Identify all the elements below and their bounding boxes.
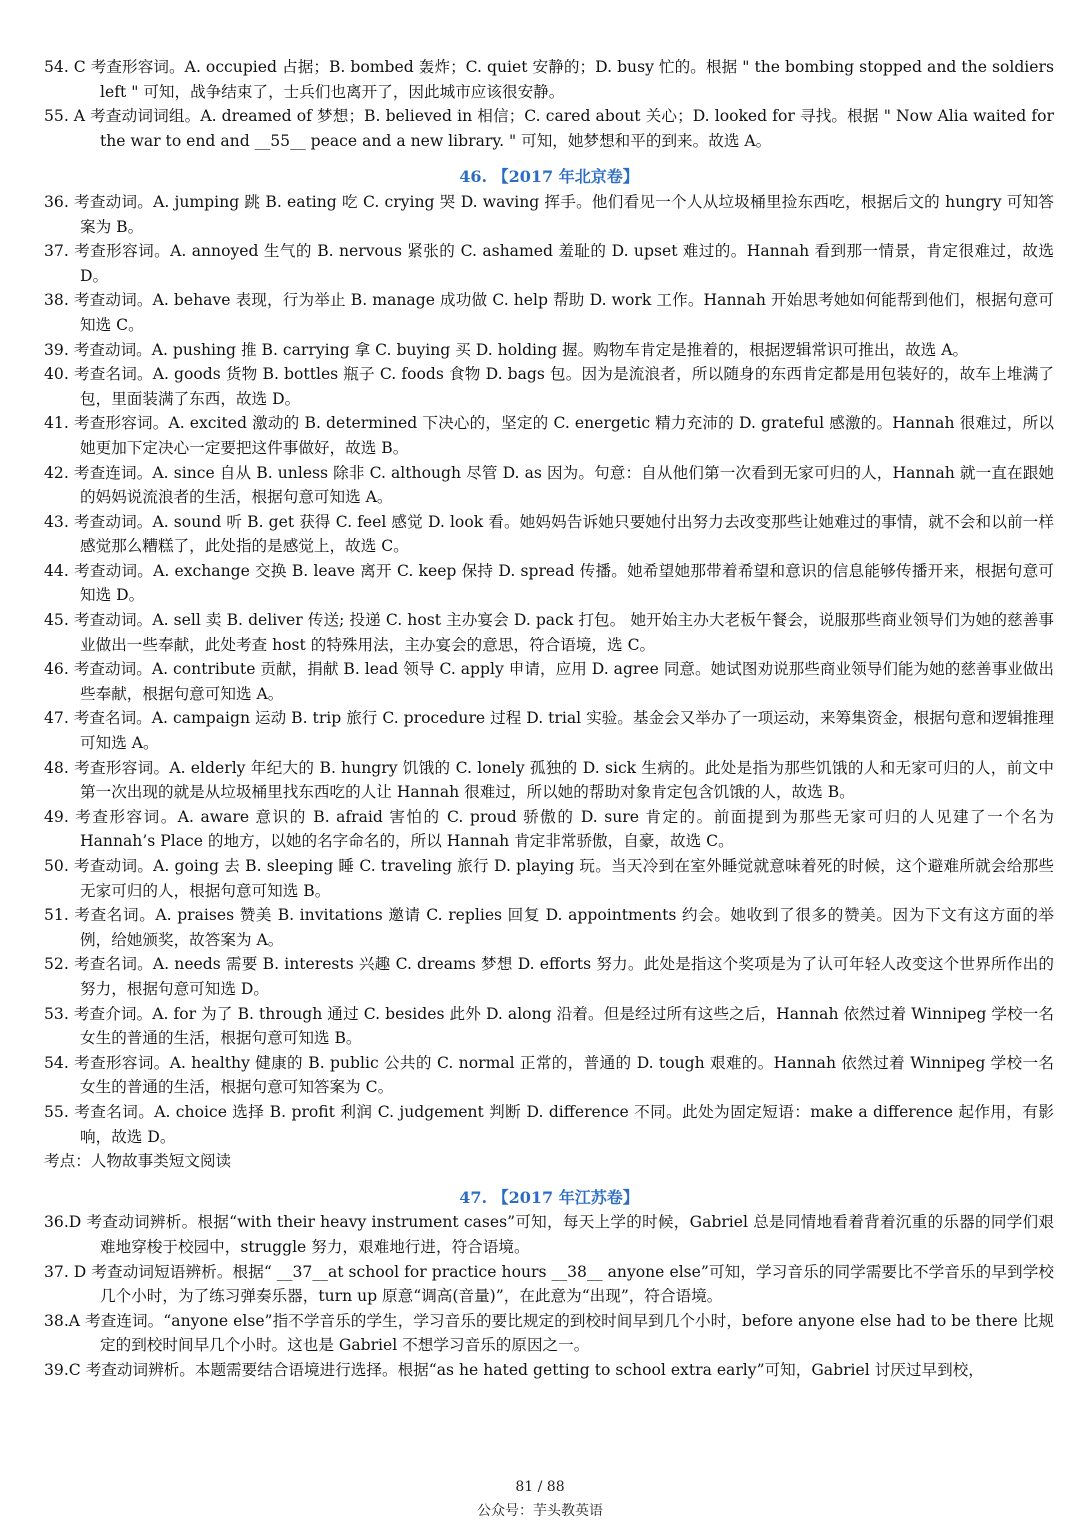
entry-text: 考查动词。A. exchange 交换 B. leave 离开 C. keep 保持 D. spread 传播。她希望她那带着希望和意识的信息能够传播开来，根据句意可知选 D。 [74,561,1054,605]
entry-text: 考查连词。A. since 自从 B. unless 除非 C. although 尽管 D. as 因为。句意：自从他们第一次看到无家可归的人，Hannah 就一直在跟她的妈妈说流浪者的生活，根据句意可知选 A。 [73,463,1054,507]
entry-number: 36.D [44,1213,82,1232]
answer-entry [44,608,1054,657]
entry-text: 考查形容词。A. healthy 健康的 B. public 公共的 C. normal 正常的，普通的 D. tough 艰难的。Hannah 依然过着 Winnipeg 学校一名女生的普通的生活，根据句意可知答案为 C。 [74,1053,1054,1097]
answer-entry [44,854,1054,903]
entry-number: 50. [44,857,69,875]
entry-number: 43. [44,512,69,531]
entry-text: 考查动词。A. going 去 B. sleeping 睡 C. traveling 旅行 D. playing 玩。当天冷到在室外睡觉就意味着死的时候，这个避难所就会给那些无家可归的人，根据句意可知选 B。 [74,857,1054,900]
entry-text: 考查名词。A. needs 需要 B. interests 兴趣 C. dreams 梦想 D. efforts 努力。此处是指这个奖项是为了认可年轻人改变这个世界所作出的努力，根据句意可知选 D。 [73,955,1054,998]
entry-number: 38.A [44,1311,81,1330]
section-note: 考点：人物故事类短文阅读 [44,1152,232,1171]
entry-text: 考查连词。“anyone else”指不学音乐的学生，学习音乐的要比规定的到校时间早到几个小时，before anyone else had to be there 比规定的到校时间早几个小时。这也是 Gabriel 不想学习音乐的原因之一。 [85,1311,1054,1355]
answer-entry [44,461,1054,510]
answer-entry [44,657,1054,706]
answer-entry [44,104,1054,153]
entry-number: 48. [44,758,69,777]
entry-number: 47. [44,709,69,728]
entry-number: 54. [44,1053,69,1072]
answer-entry [44,338,1054,363]
answer-entry [44,190,1054,239]
page-number: 81 / 88 [515,1479,565,1495]
answer-entry [44,55,1054,104]
entry-text: 考查动词辨析。根据“with their heavy instrument cases”可知，每天上学的时候，Gabriel 总是同情地看着背着沉重的乐器的同学们艰难地穿梭于校园中，struggle 努力，艰难地行进，符合语境。 [86,1213,1054,1256]
entry-number: 37. D [44,1262,87,1281]
answer-entry [44,706,1054,755]
entry-number: 37. [44,242,69,261]
entry-text: 考查动词。A. contribute 贡献，捐献 B. lead 领导 C. apply 申请，应用 D. agree 同意。她试图劝说那些商业领导们能为她的慈善事业做出些奉献，根据句意可知选 A。 [73,660,1055,703]
answer-entry [44,510,1054,559]
entry-number: 55. A [44,107,86,126]
entry-text: 考查介词。A. for 为了 B. through 通过 C. besides 此外 D. along 沿着。但是经过所有这些之后，Hannah 依然过着 Winnipeg 学校一名女生的普通的生活，根据句意可知选 B。 [73,1004,1054,1048]
entry-number: 41. [44,414,69,433]
answer-entry [44,805,1054,854]
answer-entry [44,1309,1054,1358]
entry-number: 36. [44,192,69,211]
entry-text: 考查形容词。A. occupied 占据；B. bombed 轰炸；C. quiet 安静的；D. busy 忙的。根据 " the bombing stopped and the soldiers left " 可知，战争结束了，士兵们也离开了，因此城市应该很安静。 [90,58,1054,101]
entry-number: 42. [44,463,69,482]
entry-text: 考查名词。A. praises 赞美 B. invitations 邀请 C. replies 回复 D. appointments 约会。她收到了很多的赞美。因为下文有这方面的举例，给她颁奖，故答案为 A。 [74,906,1054,949]
answer-entry [44,1002,1054,1051]
entry-number: 52. [44,955,69,974]
entry-number: 53. [44,1004,69,1023]
entry-text: 考查形容词。A. elderly 年纪大的 B. hungry 饥饿的 C. lonely 孤独的 D. sick 生病的。此处是指为那些饥饿的人和无家可归的人，前文中第一次出现的就是从垃圾桶里找东西吃的人让 Hannah 很难过，所以她的帮助对象肯定包含饥饿的人，故选 B。 [74,758,1054,802]
entry-number: 39. [44,340,69,359]
entry-text: 考查形容词。A. annoyed 生气的 B. nervous 紧张的 C. ashamed 羞耻的 D. upset 难过的。Hannah 看到那一情景，肯定很难过，故选 D。 [74,242,1054,285]
answer-entry [44,239,1054,288]
answer-entry [44,1260,1054,1309]
entry-text: 考查动词词组。A. dreamed of 梦想；B. believed in 相信；C. cared about 关心；D. looked for 寻找。根据 " Now Alia waited for the war to end and __55__ peace and a new library. " 可知，她梦想和平的到来。故选 A。 [90,107,1054,150]
answer-entry [44,756,1054,805]
entry-text: 考查动词。A. jumping 跳 B. eating 吃 C. crying 哭 D. waving 挥手。他们看见一个人从垃圾桶里捡东西吃，根据后文的 hungry 可知答案为 B。 [74,192,1054,236]
entry-number: 54. C [44,58,86,76]
page-content [44,55,1054,1382]
entry-text: 考查动词。A. behave 表现，行为举止 B. manage 成功做 C. help 帮助 D. work 工作。Hannah 开始思考她如何能帮到他们，根据句意可知选 C。 [73,291,1054,334]
entry-text: 考查动词。A. sound 听 B. get 获得 C. feel 感觉 D. look 看。她妈妈告诉她只要她付出努力去改变那些让她难过的事情，就不会和以前一样感觉那么糟糕了，此处指的是感觉上，故选 C。 [73,512,1054,556]
entry-number: 39.C [44,1360,81,1379]
answer-entry [44,411,1054,460]
entry-number: 49. [44,807,69,826]
entry-number: 46. [44,660,69,679]
entry-number: 55. [44,1102,69,1121]
section-heading-46: 46. 【2017 年北京卷】 [459,167,639,187]
entry-text: 考查动词辨析。本题需要结合语境进行选择。根据“as he hated getting to school extra early”可知，Gabriel 讨厌过早到校， [85,1360,984,1379]
answer-entry [44,903,1054,952]
answer-entry [44,1051,1054,1100]
answer-entry [44,362,1054,411]
entry-text: 考查名词。A. campaign 运动 B. trip 旅行 C. procedure 过程 D. trial 实验。基金会又举办了一项运动，来筹集资金，根据句意和逻辑推理可知选 A。 [73,709,1054,753]
answer-entry [44,1210,1054,1259]
entry-number: 38. [44,291,69,310]
entry-text: 考查动词短语辨析。根据“ __37__at school for practice hours __38__ anyone else”可知，学习音乐的同学需要比不学音乐的早到学校几个小时，为了练习弹奏乐器，turn up 原意“调高(音量)”，在此意为“出现”，符合语境。 [91,1262,1054,1306]
entry-text: 考查动词。A. pushing 推 B. carrying 拿 C. buying 买 D. holding 握。购物车肯定是推着的，根据逻辑常识可推出，故选 A。 [73,340,969,359]
section-heading-47: 47. 【2017 年江苏卷】 [459,1187,639,1207]
entry-text: 考查名词。A. choice 选择 B. profit 利润 C. judgement 判断 D. difference 不同。此处为固定短语：make a difference 起作用，有影响，故选 D。 [74,1102,1054,1146]
footer-account: 公众号：芋头教英语 [477,1503,603,1519]
entry-text: 考查形容词。A. aware 意识的 B. afraid 害怕的 C. proud 骄傲的 D. sure 肯定的。前面提到为那些无家可归的人见建了一个名为 Hannah’s Place 的地方，以她的名字命名的，所以 Hannah 肯定非常骄傲，自豪，故选 C。 [75,807,1054,851]
answer-entry [44,1100,1054,1149]
entry-text: 考查名词。A. goods 货物 B. bottles 瓶子 C. foods 食物 D. bags 包。因为是流浪者，所以随身的东西肯定都是用包装好的，故车上堆满了包，里面装满了东西，故选 D。 [73,365,1054,408]
answer-entry [44,1358,1054,1383]
entry-number: 40. [44,365,69,384]
answer-entry [44,288,1054,337]
answer-entry [44,559,1054,608]
entry-number: 51. [44,906,69,925]
entry-text: 考查形容词。A. excited 激动的 B. determined 下决心的，坚定的 C. energetic 精力充沛的 D. grateful 感激的。Hannah 很难过，所以她更加下定决心一定要把这件事做好，故选 B。 [73,414,1054,457]
entry-number: 45. [44,611,69,630]
answer-entry [44,952,1054,1001]
entry-number: 44. [44,561,69,580]
entry-text: 考查动词。A. sell 卖 B. deliver 传送; 投递 C. host 主办宴会 D. pack 打包。 她开始主办大老板午餐会，说服那些商业领导们为她的慈善事业做出一些奉献，此处考查 host 的特殊用法，主办宴会的意思，符合语境，选 C。 [73,611,1054,654]
